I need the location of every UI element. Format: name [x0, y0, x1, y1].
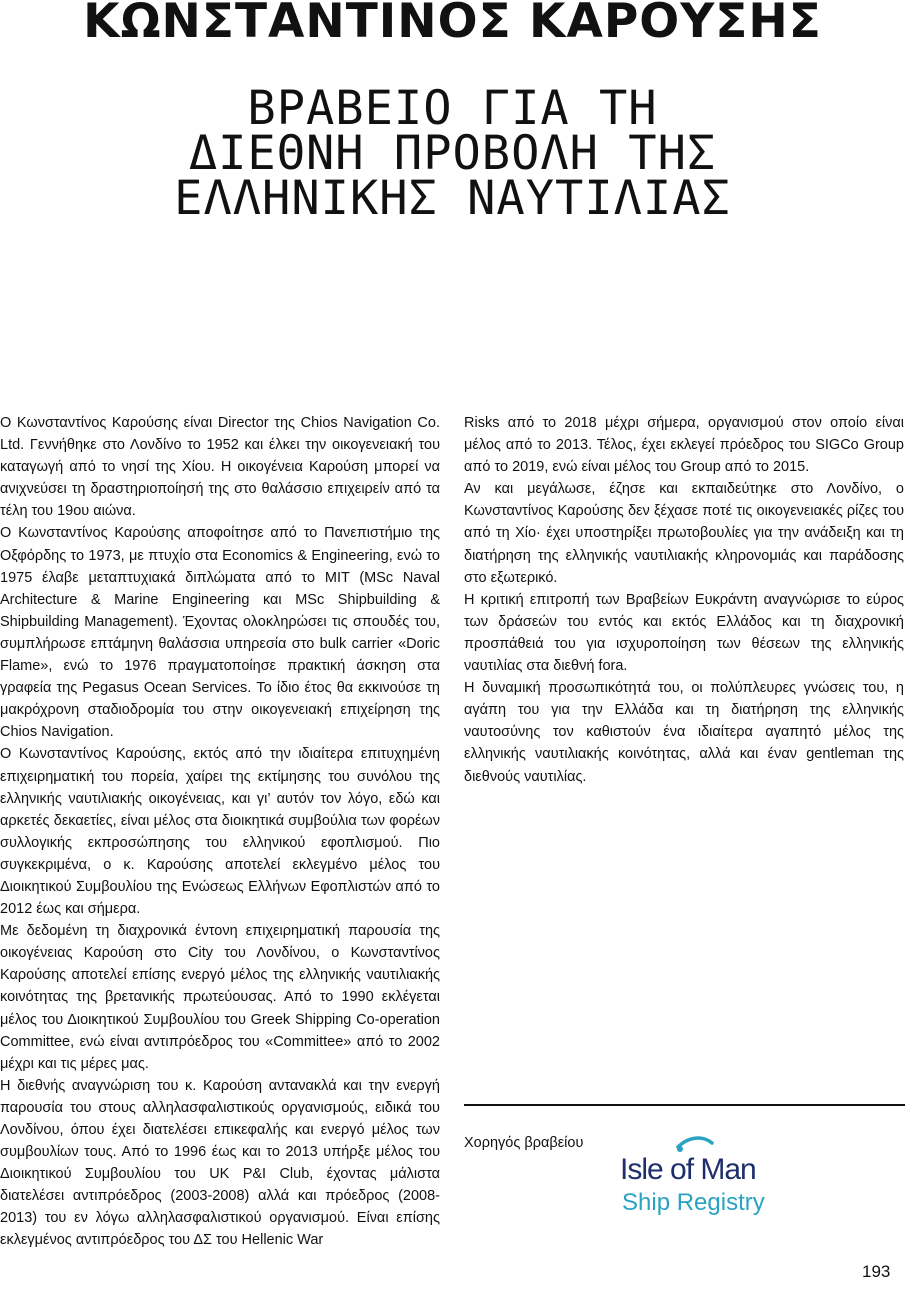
- body-paragraph: Ο Κωνσταντίνος Καρούσης, εκτός από την ιδιαίτερα επιτυχημένη επιχειρηματική του πορεία, χαίρει της εκτίμησης του συνόλου της ελληνικής ναυτιλιακής οικογένειας, και γι’ αυτόν τον λόγο, εδώ και αρκετές δεκαετίες, είναι μέλος στα διοικητικά συμβούλια των φορέων συλλογικής εκπροσώπησης του ελληνικού εφοπλισμού. Πιο συγκεκριμένα, ο κ. Καρούσης αποτελεί εκλεγμένο μέλος του Διοικητικού Συμβουλίου της Ενώσεως Ελλήνων Εφοπλιστών από το 2012 έως και σήμερα.: [0, 746, 440, 918]
- award-title-line: ΒΡΑΒΕΙΟ ΓΙΑ ΤΗ: [247, 81, 658, 136]
- body-paragraph: Ο Κωνσταντίνος Καρούσης είναι Director της Chios Navigation Co. Ltd. Γεννήθηκε στο Λονδίνο το 1952 και έλκει την οικογενειακή του καταγωγή από το νησί της Χίου. Η οικογένεια Καρούση μπορεί να ανιχνεύσει τη δραστηριοποίησή της στο θαλάσσιο επιχειρείν από τα τέλη του 19ου αιώνα.: [0, 415, 440, 520]
- body-paragraph: Ο Κωνσταντίνος Καρούσης αποφοίτησε από το Πανεπιστήμιο της Οξφόρδης το 1973, με πτυχίο στα Economics & Engineering, ενώ το 1975 έλαβε μεταπτυχιακά διπλώματα από το MIT (MSc Naval Architecture & Marine Engineering και MSc Shipbuilding & Shipbuilding Management). Έχοντας ολοκληρώσει τις σπουδές του, συμπλήρωσε επτάμηνη θαλάσσια υπηρεσία στο bulk carrier «Doric Flame», ενώ το 1976 πραγματοποίησε πρακτική άσκηση στα γραφεία της Pegasus Ocean Services. Το ίδιο έτος θα εκκινούσε τη μακρόχρονη σταδιοδρομία του στην οικογενειακή επιχείρηση της Chios Navigation.: [0, 525, 440, 741]
- logo-text-secondary: Ship Registry: [622, 1189, 765, 1216]
- logo-text-primary: Isle of Man: [620, 1153, 756, 1186]
- body-paragraph: Αν και μεγάλωσε, έζησε και εκπαιδεύτηκε στο Λονδίνο, ο Κωνσταντίνος Καρούσης δεν ξέχασε ποτέ τις οικογενειακές ρίζες του από τη Χίο· έχει υποστηρίξει πρωτοβουλίες για την ανάδειξη και τη διατήρηση της ελληνικής ναυτιλιακής κληρονομιάς και παράδοσης στο εξωτερικό.: [464, 481, 904, 586]
- award-title-line: ΕΛΛΗΝΙΚΗΣ ΝΑΥΤΙΛΙΑΣ: [174, 171, 731, 226]
- body-paragraph: Η διεθνής αναγνώριση του κ. Καρούση αντανακλά και την ενεργή παρουσία του στους αλληλασφαλιστικούς οργανισμούς, ειδικά του Λονδίνου, όπου έχει διατελέσει επικεφαλής και ενεργό μέλος των συμβουλίων τους. Από το 1996 έως και το 2013 υπήρξε μέλος του Διοικητικού Συμβουλίου του UK P&I Club, έχοντας μάλιστα διατελέσει αντιπρόεδρος (2003-2008) αλλά και πρόεδρος (2008-2013) του εν λόγω αλληλασφαλιστικού οργανισμού. Είναι επίσης εκλεγμένος αντιπρόεδρος του ΔΣ του Hellenic War: [0, 1077, 440, 1249]
- body-paragraph: Risks από το 2018 μέχρι σήμερα, οργανισμού στον οποίο είναι μέλος από το 2013. Τέλος, έχει εκλεγεί πρόεδρος του SIGCo Group από το 2019, ενώ είναι μέλος του Group από το 2015.: [464, 415, 904, 476]
- person-name: ΚΩΝΣΤΑΝΤΙΝΟΣ ΚΑΡΟΥΣΗΣ: [83, 0, 822, 49]
- award-title-line: ΔΙΕΘΝΗ ΠΡΟΒΟΛΗ ΤΗΣ: [188, 126, 717, 181]
- page-number: 193: [862, 1262, 891, 1281]
- body-paragraph: Η δυναμική προσωπικότητά του, οι πολύπλευρες γνώσεις του, η αγάπη του για την Ελλάδα και τη διατήρηση της ελληνικής ναυτοσύνης τον καθιστούν ένα ιδιαίτερα αγαπητό μέλος της ελληνικής ναυτιλιακής κοινότητας, αλλά και έναν gentleman της διεθνούς ναυτιλίας.: [464, 680, 904, 785]
- sponsor-logo: [618, 1133, 778, 1221]
- right-text-column: [464, 412, 904, 788]
- award-title: [0, 81, 905, 226]
- body-paragraph: Η κριτική επιτροπή των Βραβείων Ευκράντη αναγνώρισε το εύρος των δράσεών του εντός και εκτός Ελλάδος και τη διαχρονική προσπάθειά του για ισχυροποίηση των θέσεων της ελληνικής ναυτιλίας στα διεθνή fora.: [464, 591, 904, 675]
- sponsor-label: Χορηγός βραβείου: [464, 1135, 584, 1151]
- sponsor-divider: [464, 1104, 905, 1106]
- left-text-column: [0, 412, 440, 1252]
- body-paragraph: Με δεδομένη τη διαχρονικά έντονη επιχειρηματική παρουσία της οικογένειας Καρούση στο City του Λονδίνου, ο Κωνσταντίνος Καρούσης αποτελεί επίσης ενεργό μέλος της ελληνικής ναυτιλιακής κοινότητας της βρετανικής πρωτεύουσας. Από το 1990 εκλέγεται μέλος του Διοικητικού Συμβουλίου του Greek Shipping Co-operation Committee, ενώ είναι αντιπρόεδρος του «Committee» από το 2002 μέχρι και τις μέρες μας.: [0, 923, 440, 1072]
